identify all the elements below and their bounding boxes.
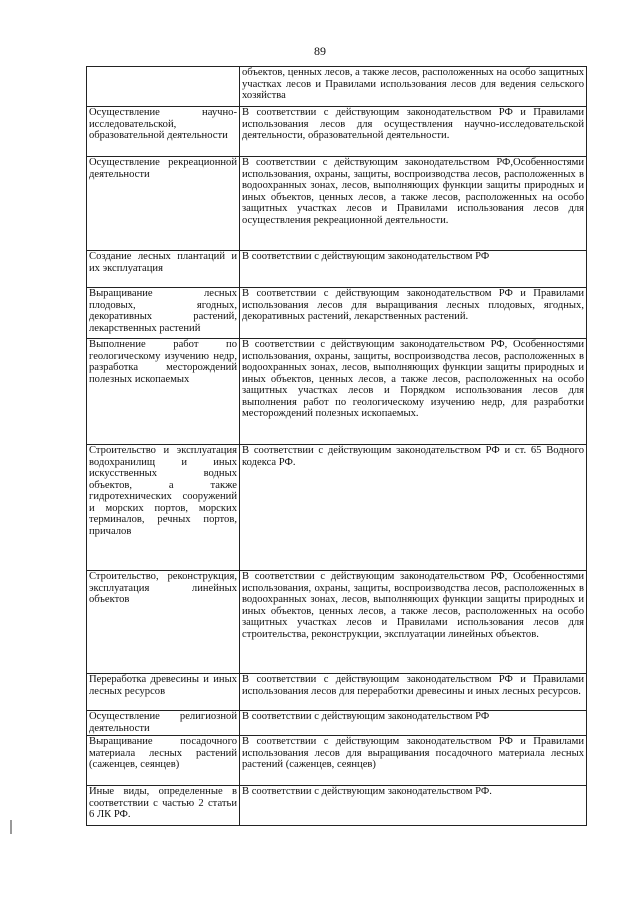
table-row [87, 571, 587, 674]
page-number: 89 [314, 44, 326, 58]
description-cell: В соответствии с действующим законодательством РФ, Особенностями использования, охраны, защиты, воспроизводства лесов, расположенных в водоохранных зонах, лесов, выполняющих функции защиты природных и иных объектов, ценных лесов, а также лесов, расположенных на особо защитных участках лесов и Правилами использования лесов для строительства, реконструкции, эксплуатации линейных объектов. [240, 571, 587, 674]
description-cell: объектов, ценных лесов, а также лесов, расположенных на особо защитных участках лесов и Правилами использования лесов для ведения сельского хозяйства [240, 67, 587, 107]
table-row [87, 288, 587, 339]
table-row [87, 786, 587, 826]
table-row [87, 67, 587, 107]
description-cell: В соответствии с действующим законодательством РФ и ст. 65 Водного кодекса РФ. [240, 445, 587, 571]
table-row [87, 251, 587, 288]
scan-artifact [10, 820, 12, 834]
table-row [87, 674, 587, 711]
activity-cell: Строительство и эксплуатация водохранилищ и иных искусственных водных объектов, а также гидротехнических сооружений и морских портов, морских терминалов, речных портов, причалов [87, 445, 240, 571]
activity-cell [87, 67, 240, 107]
activity-cell: Осуществление религиозной деятельности [87, 711, 240, 736]
table-row [87, 107, 587, 157]
table-row [87, 157, 587, 251]
activity-cell: Осуществление рекреационной деятельности [87, 157, 240, 251]
activity-cell: Переработка древесины и иных лесных ресурсов [87, 674, 240, 711]
table-row [87, 339, 587, 445]
description-cell: В соответствии с действующим законодательством РФ и Правилами использования лесов для выращивания посадочного материала лесных растений (саженцев, сеянцев) [240, 736, 587, 786]
activity-cell: Иные виды, определенные в соответствии с частью 2 статьи 6 ЛК РФ. [87, 786, 240, 826]
activity-cell: Выращивание лесных плодовых, ягодных, декоративных растений, лекарственных растений [87, 288, 240, 339]
description-cell: В соответствии с действующим законодательством РФ,Особенностями использования, охраны, защиты, воспроизводства лесов, расположенных в водоохранных зонах, лесов, выполняющих функции защиты природных и иных объектов, ценных лесов, а также лесов, расположенных на особо защитных участках лесов и Правилами использования лесов для осуществления рекреационной деятельности. [240, 157, 587, 251]
activity-cell: Выполнение работ по геологическому изучению недр, разработка месторождений полезных ископаемых [87, 339, 240, 445]
activity-cell: Строительство, реконструкция, эксплуатация линейных объектов [87, 571, 240, 674]
description-cell: В соответствии с действующим законодательством РФ [240, 251, 587, 288]
description-cell: В соответствии с действующим законодательством РФ и Правилами использования лесов для переработки древесины и иных лесных ресурсов. [240, 674, 587, 711]
description-cell: В соответствии с действующим законодательством РФ. [240, 786, 587, 826]
activity-cell: Создание лесных плантаций и их эксплуатация [87, 251, 240, 288]
activity-cell: Осуществление научно-исследовательской, образовательной деятельности [87, 107, 240, 157]
description-cell: В соответствии с действующим законодательством РФ [240, 711, 587, 736]
activity-cell: Выращивание посадочного материала лесных растений (саженцев, сеянцев) [87, 736, 240, 786]
description-cell: В соответствии с действующим законодательством РФ и Правилами использования лесов для осуществления научно-исследовательской деятельности, образовательной деятельности. [240, 107, 587, 157]
description-cell: В соответствии с действующим законодательством РФ, Особенностями использования, охраны, защиты, воспроизводства лесов, расположенных в водоохранных зонах, лесов, выполняющих функции защиты природных и иных объектов, ценных лесов, а также лесов, расположенных на особо защитных участках лесов и Порядком использования лесов для выполнения работ по геологическому изучению недр, для разработки месторождений полезных ископаемых. [240, 339, 587, 445]
table-row [87, 445, 587, 571]
table-row [87, 736, 587, 786]
table-row [87, 711, 587, 736]
description-cell: В соответствии с действующим законодательством РФ и Правилами использования лесов для выращивания лесных плодовых, ягодных, декоративных растений, лекарственных растений. [240, 288, 587, 339]
forest-use-table [86, 66, 587, 826]
